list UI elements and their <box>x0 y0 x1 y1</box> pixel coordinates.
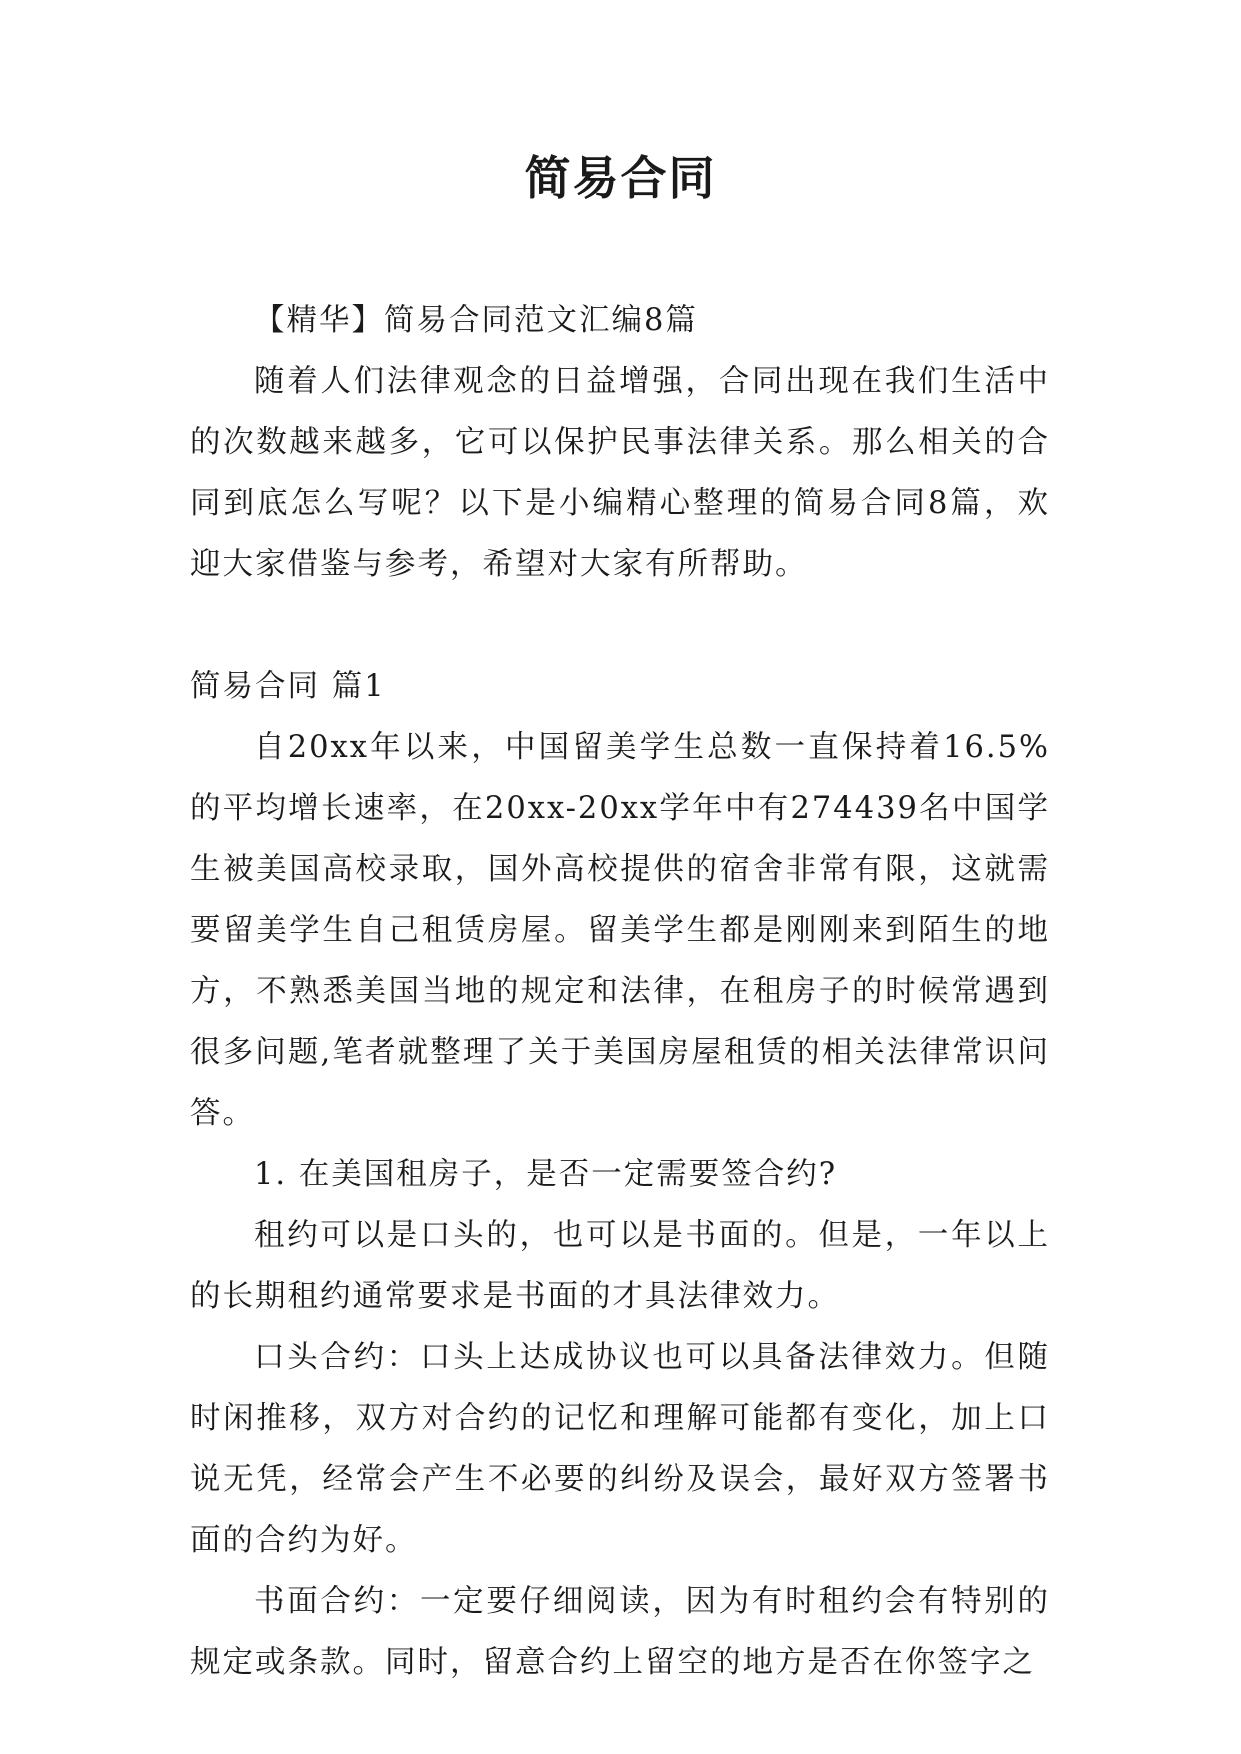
body-paragraph: 书面合约：一定要仔细阅读，因为有时租约会有特别的规定或条款。同时，留意合约上留空的地方是否在你签字之 <box>190 1584 1050 1680</box>
body-paragraph: 口头合约：口头上达成协议也可以具备法律效力。但随时闲推移，双方对合约的记忆和理解可能都有变化，加上口说无凭，经常会产生不必要的纠纷及误会，最好双方签署书面的合约为好。 <box>190 1340 1050 1558</box>
document-subtitle: 【精华】简易合同范文汇编8篇 <box>254 303 698 338</box>
section-heading: 简易合同 篇1 <box>190 669 386 704</box>
body-paragraph: 自20xx年以来，中国留美学生总数一直保持着16.5%的平均增长速率，在20xx-20xx学年中有274439名中国学生被美国高校录取，国外高校提供的宿舍非常有限，这就需要留美学生自己租赁房屋。留美学生都是刚刚来到陌生的地方，不熟悉美国当地的规定和法律，在租房子的时候常遇到很多问题,笔者就整理了关于美国房屋租赁的相关法律常识问答。 <box>190 730 1050 1131</box>
document-title: 简易合同 <box>524 151 717 205</box>
document-body <box>190 290 1050 1693</box>
question-item: 1. 在美国租房子，是否一定需要签合约? <box>254 1157 838 1192</box>
body-paragraph: 租约可以是口头的，也可以是书面的。但是，一年以上的长期租约通常要求是书面的才具法律效力。 <box>190 1218 1050 1314</box>
intro-paragraph: 随着人们法律观念的日益增强，合同出现在我们生活中的次数越来越多，它可以保护民事法律关系。那么相关的合同到底怎么写呢？以下是小编精心整理的简易合同8篇，欢迎大家借鉴与参考，希望对大家有所帮助。 <box>190 364 1050 582</box>
